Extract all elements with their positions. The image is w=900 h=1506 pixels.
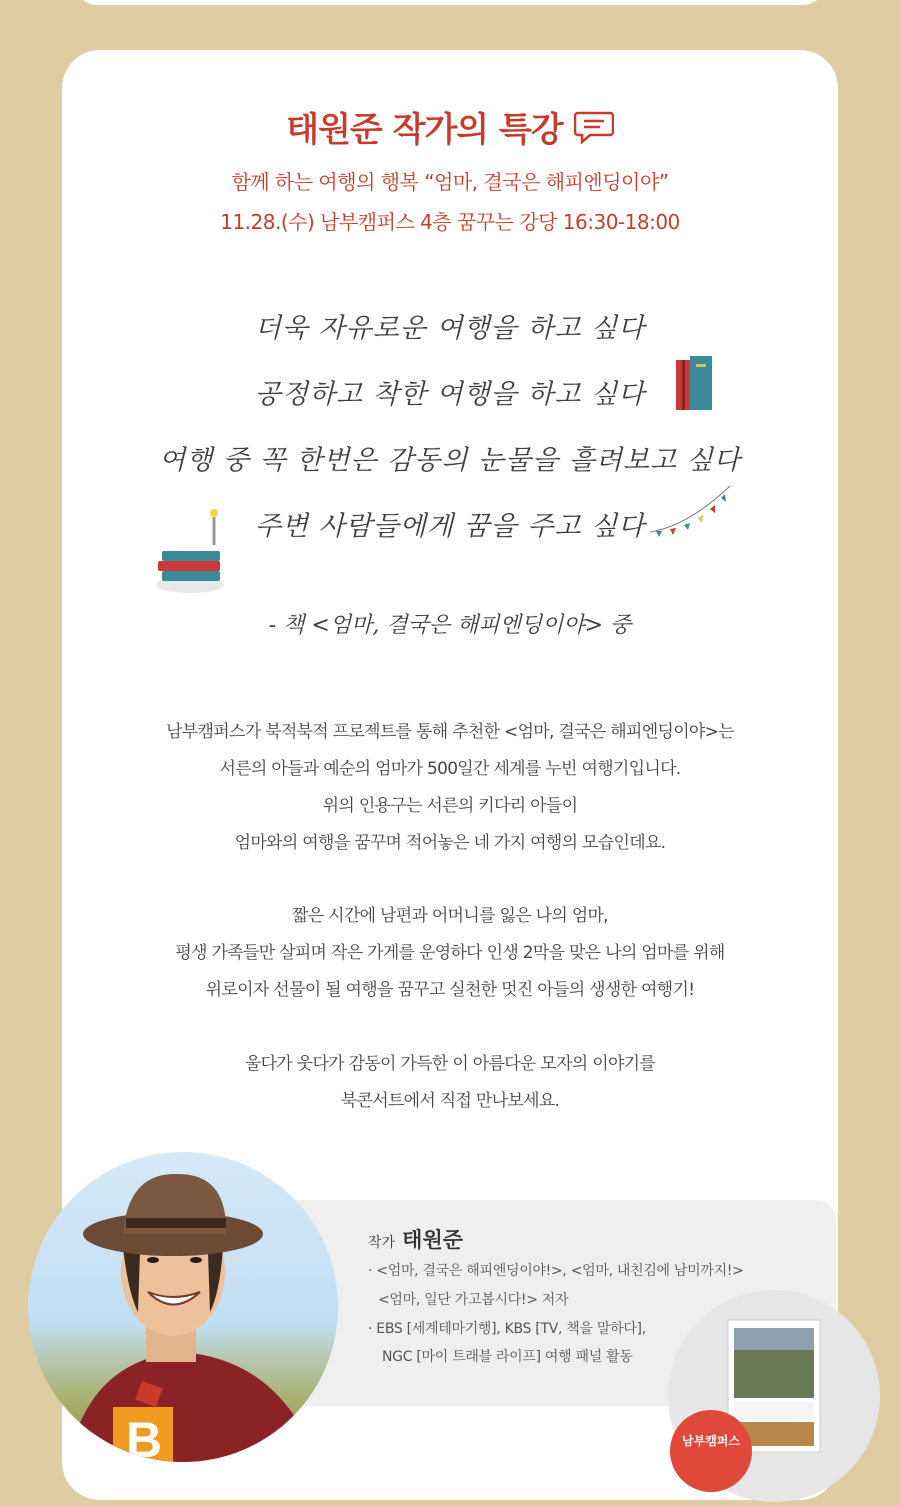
lamp-books-icon	[152, 505, 230, 597]
campus-badge	[670, 1410, 752, 1492]
title-row	[0, 102, 900, 151]
event-dateline: 11.28.(수) 남부캠퍼스 4층 꿈꾸는 강당 16:30-18:00	[220, 210, 680, 234]
author-bio-line: · EBS [세계테마기행], KBS [TV, 책을 말하다],	[368, 1321, 646, 1337]
description-line: 위의 인용구는 서른의 키다리 아들이	[322, 796, 578, 816]
author-photo	[28, 1152, 338, 1462]
author-bio-line: · <엄마, 결국은 해피엔딩이야!>, <엄마, 내친김에 남미까지!>	[368, 1263, 744, 1279]
description-paragraph-3	[0, 1046, 900, 1120]
quote-source: - 책 <엄마, 결국은 해피엔딩이야> 중	[268, 613, 632, 638]
description-paragraph-1	[0, 714, 900, 862]
quote-line: 여행 중 꼭 한번은 감동의 눈물을 흘려보고 싶다	[159, 445, 741, 476]
author-heading	[368, 1224, 463, 1254]
description-line: 서른의 아들과 예순의 엄마가 500일간 세계를 누빈 여행기입니다.	[219, 759, 681, 779]
description-line: 엄마와의 여행을 꿈꾸며 적어놓은 네 가지 여행의 모습인데요.	[234, 833, 666, 853]
quote-line: 주변 사람들에게 꿈을 주고 싶다	[254, 511, 646, 542]
badge-label: 남부캠퍼스	[682, 1434, 740, 1448]
quote-line: 공정하고 착한 여행을 하고 싶다	[254, 379, 646, 410]
author-role: 작가	[368, 1235, 396, 1251]
description-line: 위로이자 선물이 될 여행을 꿈꾸고 실천한 멋진 아들의 생생한 여행기!	[205, 980, 695, 1000]
description-line: 북콘서트에서 직접 만나보세요.	[340, 1091, 560, 1111]
description-paragraph-2	[0, 898, 900, 1009]
author-illustration	[28, 1152, 338, 1462]
author-bio-line: <엄마, 일단 가고봅시다!> 저자	[378, 1292, 569, 1308]
description-line: 울다가 웃다가 감동이 가득한 이 아름다운 모자의 이야기를	[244, 1054, 656, 1074]
description-line: 남부캠퍼스가 북적북적 프로젝트를 통해 추천한 <엄마, 결국은 해피엔딩이야>는	[166, 722, 734, 742]
event-subtitle: 함께 하는 여행의 행복 “엄마, 결국은 해피엔딩이야”	[231, 170, 669, 194]
author-bio-line: NGC [마이 트래블 라이프] 여행 패널 활동	[382, 1349, 633, 1365]
books-icon	[672, 352, 720, 414]
quote-line: 더욱 자유로운 여행을 하고 싶다	[254, 313, 646, 344]
author-name: 태원준	[402, 1228, 464, 1252]
bunting-icon	[648, 482, 734, 538]
page-title: 태원준 작가의 특강	[286, 110, 563, 150]
svg-text:B: B	[126, 1412, 163, 1462]
description-line: 평생 가족들만 살피며 작은 가게를 운영하다 인생 2막을 맞은 나의 엄마를 위해	[175, 943, 725, 963]
description-line: 짧은 시간에 남편과 어머니를 잃은 나의 엄마,	[292, 906, 608, 926]
speech-bubble-icon	[574, 110, 614, 144]
top-card	[75, 0, 825, 5]
